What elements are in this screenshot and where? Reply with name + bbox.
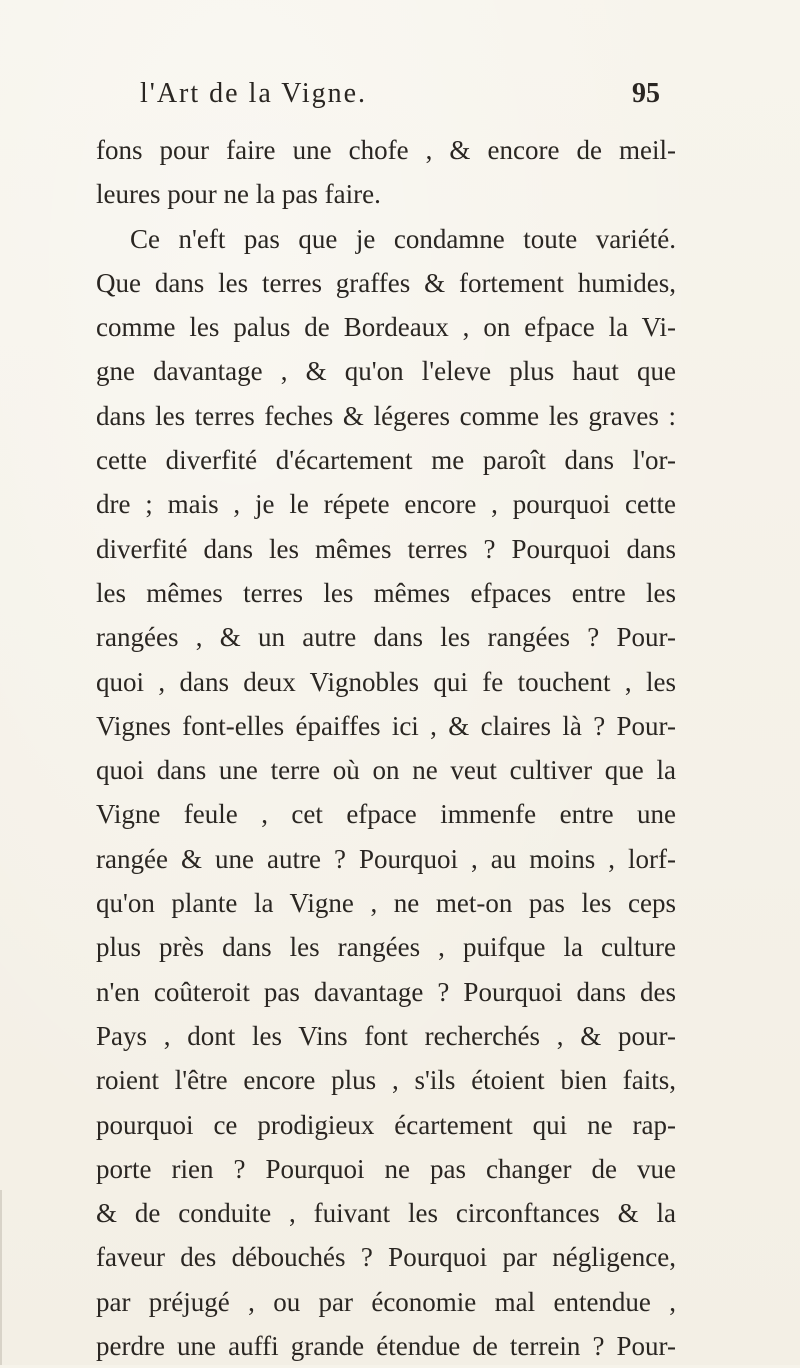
text-line: n'en coûteroit pas davantage ? Pourquoi dans des [96, 976, 676, 1007]
text-line: Vignes font-elles épaiffes ici , & claires là ? Pour- [96, 710, 676, 741]
page-number: 95 [632, 78, 660, 109]
text-line: dre ; mais , je le répete encore , pourquoi cette [96, 489, 676, 520]
text-line: Pays , dont les Vins font recherchés , & pour- [96, 1020, 676, 1051]
text-line: leures pour ne la pas faire. [96, 179, 381, 210]
text-line: rangées , & un autre dans les rangées ? Pour- [96, 622, 676, 653]
running-title: l'Art de la Vigne. [140, 78, 368, 109]
text-line: dans les terres feches & légeres comme les graves : [96, 400, 676, 431]
text-line: Que dans les terres graffes & fortement humides, [96, 267, 676, 298]
text-line: rangée & une autre ? Pourquoi , au moins , lorf- [96, 843, 676, 874]
text-line: fons pour faire une chofe , & encore de meil- [96, 135, 676, 165]
text-line: comme les palus de Bordeaux , on efpace la Vi- [96, 312, 676, 343]
text-line: quoi , dans deux Vignobles qui fe touchent , les [96, 666, 676, 697]
text-line: roient l'être encore plus , s'ils étoient bien faits, [96, 1065, 676, 1096]
text-line: plus près dans les rangées , puifque la culture [96, 932, 676, 963]
text-line: qu'on plante la Vigne , ne met-on pas les ceps [96, 888, 676, 919]
text-line: porte rien ? Pourquoi ne pas changer de vue [96, 1153, 676, 1184]
text-line: Vigne feule , cet efpace immenfe entre une [96, 799, 676, 830]
text-line: gne davantage , & qu'on l'eleve plus haut que [96, 356, 676, 387]
page-edge-divider [0, 1190, 2, 1365]
text-line: Ce n'eft pas que je condamne toute variété. [130, 223, 676, 254]
text-line: cette diverfité d'écartement me paroît dans l'or- [96, 445, 676, 476]
text-line: quoi dans une terre où on ne veut cultiver que la [96, 755, 676, 786]
text-line: diverfité dans les mêmes terres ? Pourquoi dans [96, 533, 676, 564]
running-head [140, 78, 660, 118]
body-text [96, 128, 676, 1368]
text-line: par préjugé , ou par économie mal entendue , [96, 1286, 676, 1317]
text-line: perdre une auffi grande étendue de terrein ? Pour- [96, 1331, 676, 1362]
text-line: & de conduite , fuivant les circonftances & la [96, 1198, 676, 1229]
text-line: faveur des débouchés ? Pourquoi par négligence, [96, 1242, 676, 1273]
text-line: les mêmes terres les mêmes efpaces entre les [96, 577, 676, 608]
text-line: pourquoi ce prodigieux écartement qui ne rap- [96, 1109, 676, 1140]
